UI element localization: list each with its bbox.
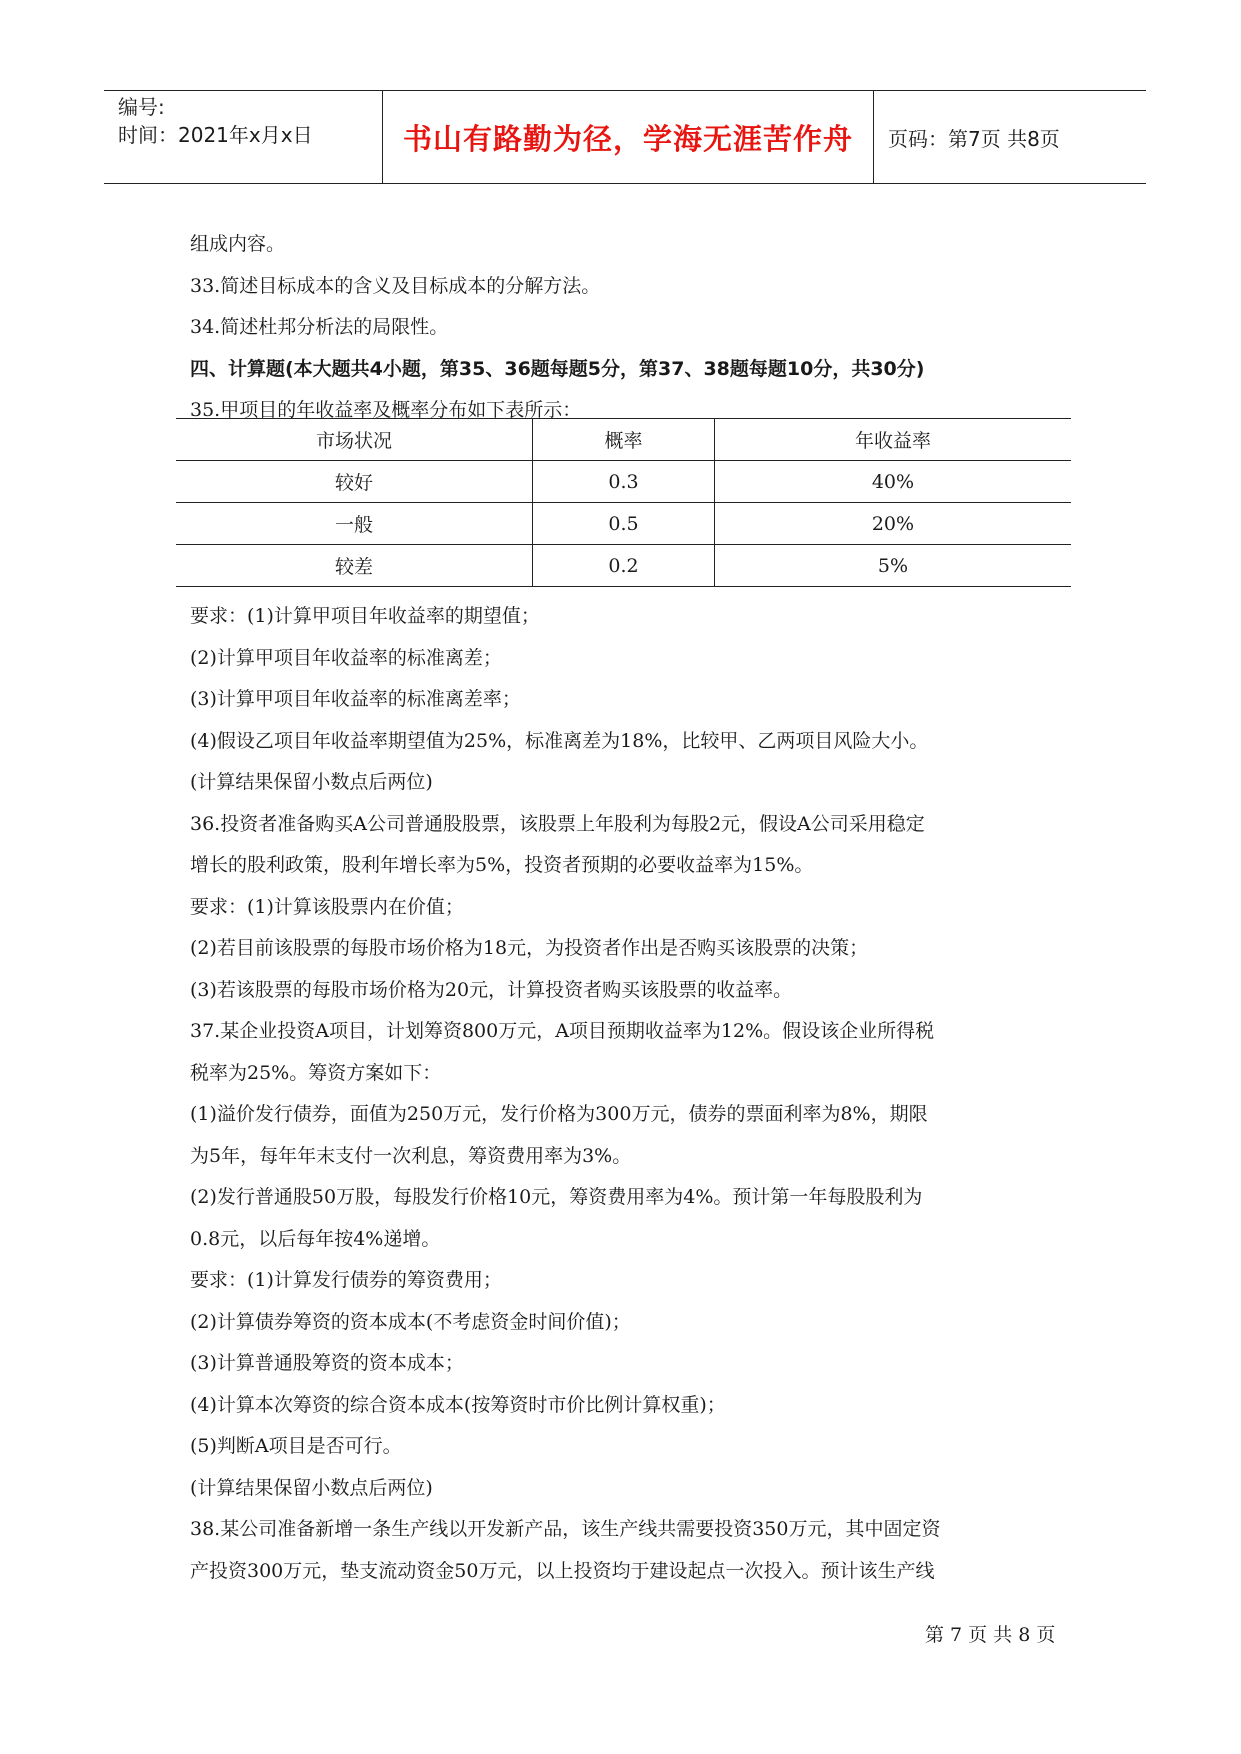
table-cell: 一般 [176,503,533,545]
page-header [104,90,1146,184]
table-header-cell: 年收益率 [714,419,1071,461]
text-line: (3)计算甲项目年收益率的标准离差率； [190,688,521,710]
table-cell: 40% [714,461,1071,503]
table-cell: 较差 [176,545,533,587]
header-page-code: 页码：第7页 共8页 [874,91,1147,184]
table-cell: 20% [714,503,1071,545]
text-line: 要求：(1)计算发行债券的筹资费用； [190,1269,502,1291]
table-cell: 0.2 [533,545,715,587]
text-line: 产投资300万元，垫支流动资金50万元，以上投资均于建设起点一次投入。预计该生产线 [190,1559,935,1582]
text-line: 要求：(1)计算甲项目年收益率的期望值； [190,605,540,627]
text-line: 0.8元，以后每年按4%递增。 [190,1227,441,1250]
text-line: 为5年，每年年末支付一次利息，筹资费用率为3%。 [190,1144,632,1167]
text-line: 37.某企业投资A项目，计划筹资800万元，A项目预期收益率为12%。假设该企业所得税 [190,1020,935,1042]
question-35-intro: 35.甲项目的年收益率及概率分布如下表所示： [190,399,582,421]
text-line: 组成内容。 [190,233,286,255]
text-line: 税率为25%。筹资方案如下： [190,1061,442,1084]
text-line: (1)溢价发行债券，面值为250万元，发行价格为300万元，债券的票面利率为8%，期限 [190,1103,928,1125]
text-line: (5)判断A项目是否可行。 [190,1435,402,1457]
text-line: 要求：(1)计算该股票内在价值； [190,895,464,918]
document-body [190,224,1070,432]
document-number-label: 编号: [118,95,165,119]
text-line: (2)发行普通股50万股，每股发行价格10元，筹资费用率为4%。预计第一年每股股利为 [190,1186,923,1208]
text-line: (2)计算债券筹资的资本成本(不考虑资金时间价值)； [190,1310,631,1333]
table-row [176,461,1071,503]
page-footer: 第 7 页 共 8 页 [925,1624,1056,1646]
table-header-cell: 市场状况 [316,430,393,452]
header-left-cell [104,91,383,184]
section-heading: 四、计算题(本大题共4小题，第35、36题每题5分，第37、38题每题10分，共30分) [190,357,925,380]
text-line: (4)计算本次筹资的综合资本成本(按筹资时市价比例计算权重)； [190,1393,726,1416]
text-line: 增长的股利政策，股利年增长率为5%，投资者预期的必要收益率为15%。 [190,854,814,876]
document-time: 时间：2021年x月x日 [118,123,313,147]
text-line: 33.简述目标成本的含义及目标成本的分解方法。 [190,274,601,297]
text-line: 34.简述杜邦分析法的局限性。 [190,316,449,338]
text-line: 36.投资者准备购买A公司普通股股票，该股票上年股利为每股2元，假设A公司采用稳定 [190,812,925,835]
header-motto: 书山有路勤为径，学海无涯苦作舟 [383,91,874,184]
text-line: (3)计算普通股筹资的资本成本； [190,1352,464,1374]
table-row [176,503,1071,545]
table-header-cell: 概率 [533,419,715,461]
table-header-row [176,419,1071,461]
probability-table [176,418,1071,587]
text-line: (计算结果保留小数点后两位) [190,771,433,793]
text-line: (计算结果保留小数点后两位) [190,1476,433,1499]
table-cell: 5% [714,545,1071,587]
text-line: (2)计算甲项目年收益率的标准离差； [190,646,502,669]
table-cell: 0.3 [533,461,715,503]
table-cell: 较好 [176,461,533,503]
table-row [176,545,1071,587]
table-cell: 0.5 [533,503,715,545]
text-line: (3)若该股票的每股市场价格为20元，计算投资者购买该股票的收益率。 [190,978,793,1001]
text-line: (4)假设乙项目年收益率期望值为25%，标准离差为18%，比较甲、乙两项目风险大小。 [190,729,929,752]
document-body-continued [190,596,1070,1592]
text-line: 38.某公司准备新增一条生产线以开发新产品，该生产线共需要投资350万元，其中固定资 [190,1518,941,1540]
text-line: (2)若目前该股票的每股市场价格为18元，为投资者作出是否购买该股票的决策； [190,937,869,959]
